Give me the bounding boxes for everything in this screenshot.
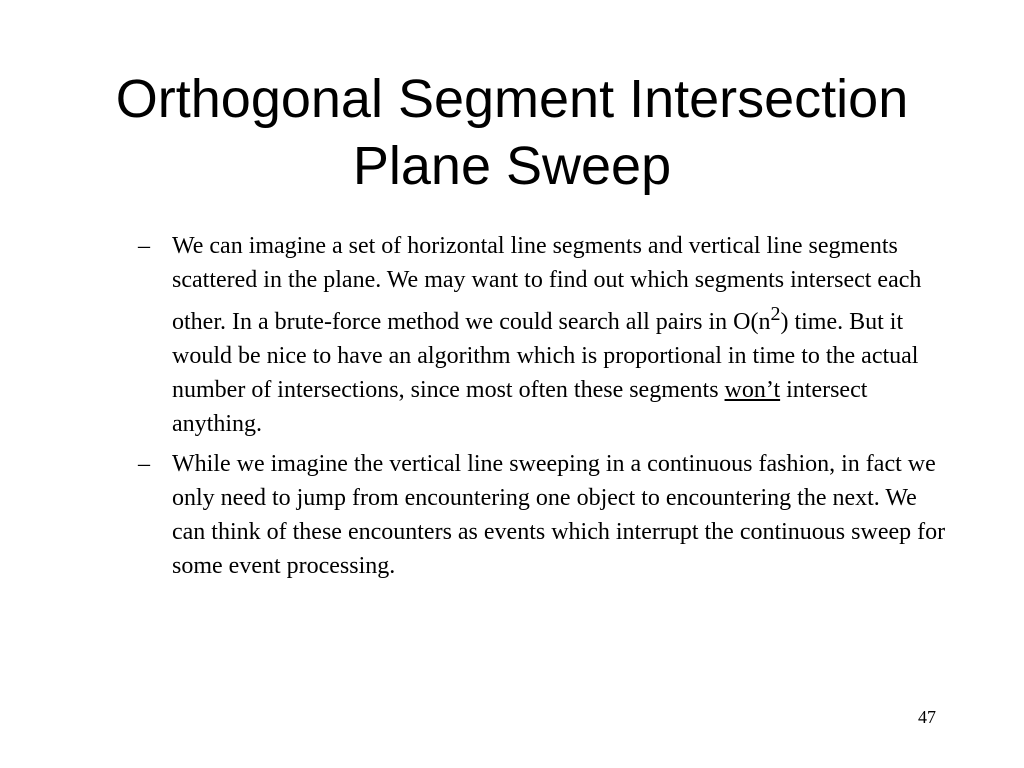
page-number: 47 [918,707,936,727]
bullet-list [138,229,948,583]
bullet-2-text: While we imagine the vertical line sweeping in a continuous fashion, in fact we only need to jump from encountering one object to encountering the next. We can think of these encounters as events which interrupt the continuous sweep for some event processing. [172,451,946,579]
underlined-word: won’t [724,377,781,403]
bullet-item-2 [138,447,948,583]
bullet-item-1 [138,229,948,441]
superscript-two: 2 [770,303,781,325]
slide-title-line-2: Plane Sweep [352,136,672,196]
bullet-1-text [172,233,921,437]
bullet-1-text-part-1: We can imagine a set of horizontal line segments and vertical line segments scattered in the plane. We may want to find out which segments intersect each other. In a brute-force method we could search all pairs in O(n [172,233,922,335]
slide-title [40,66,984,200]
bullet-1-text-part-3: intersect anything. [172,377,868,437]
slide-title-line-1: Orthogonal Segment Intersection [115,69,909,129]
bullet-dash-1: – [138,233,150,259]
bullet-dash-2: – [138,451,150,477]
bullet-1-text-part-2: ) time. But it would be nice to have an algorithm which is proportional in time to the actual number of intersections, since most often these segments [172,309,919,403]
